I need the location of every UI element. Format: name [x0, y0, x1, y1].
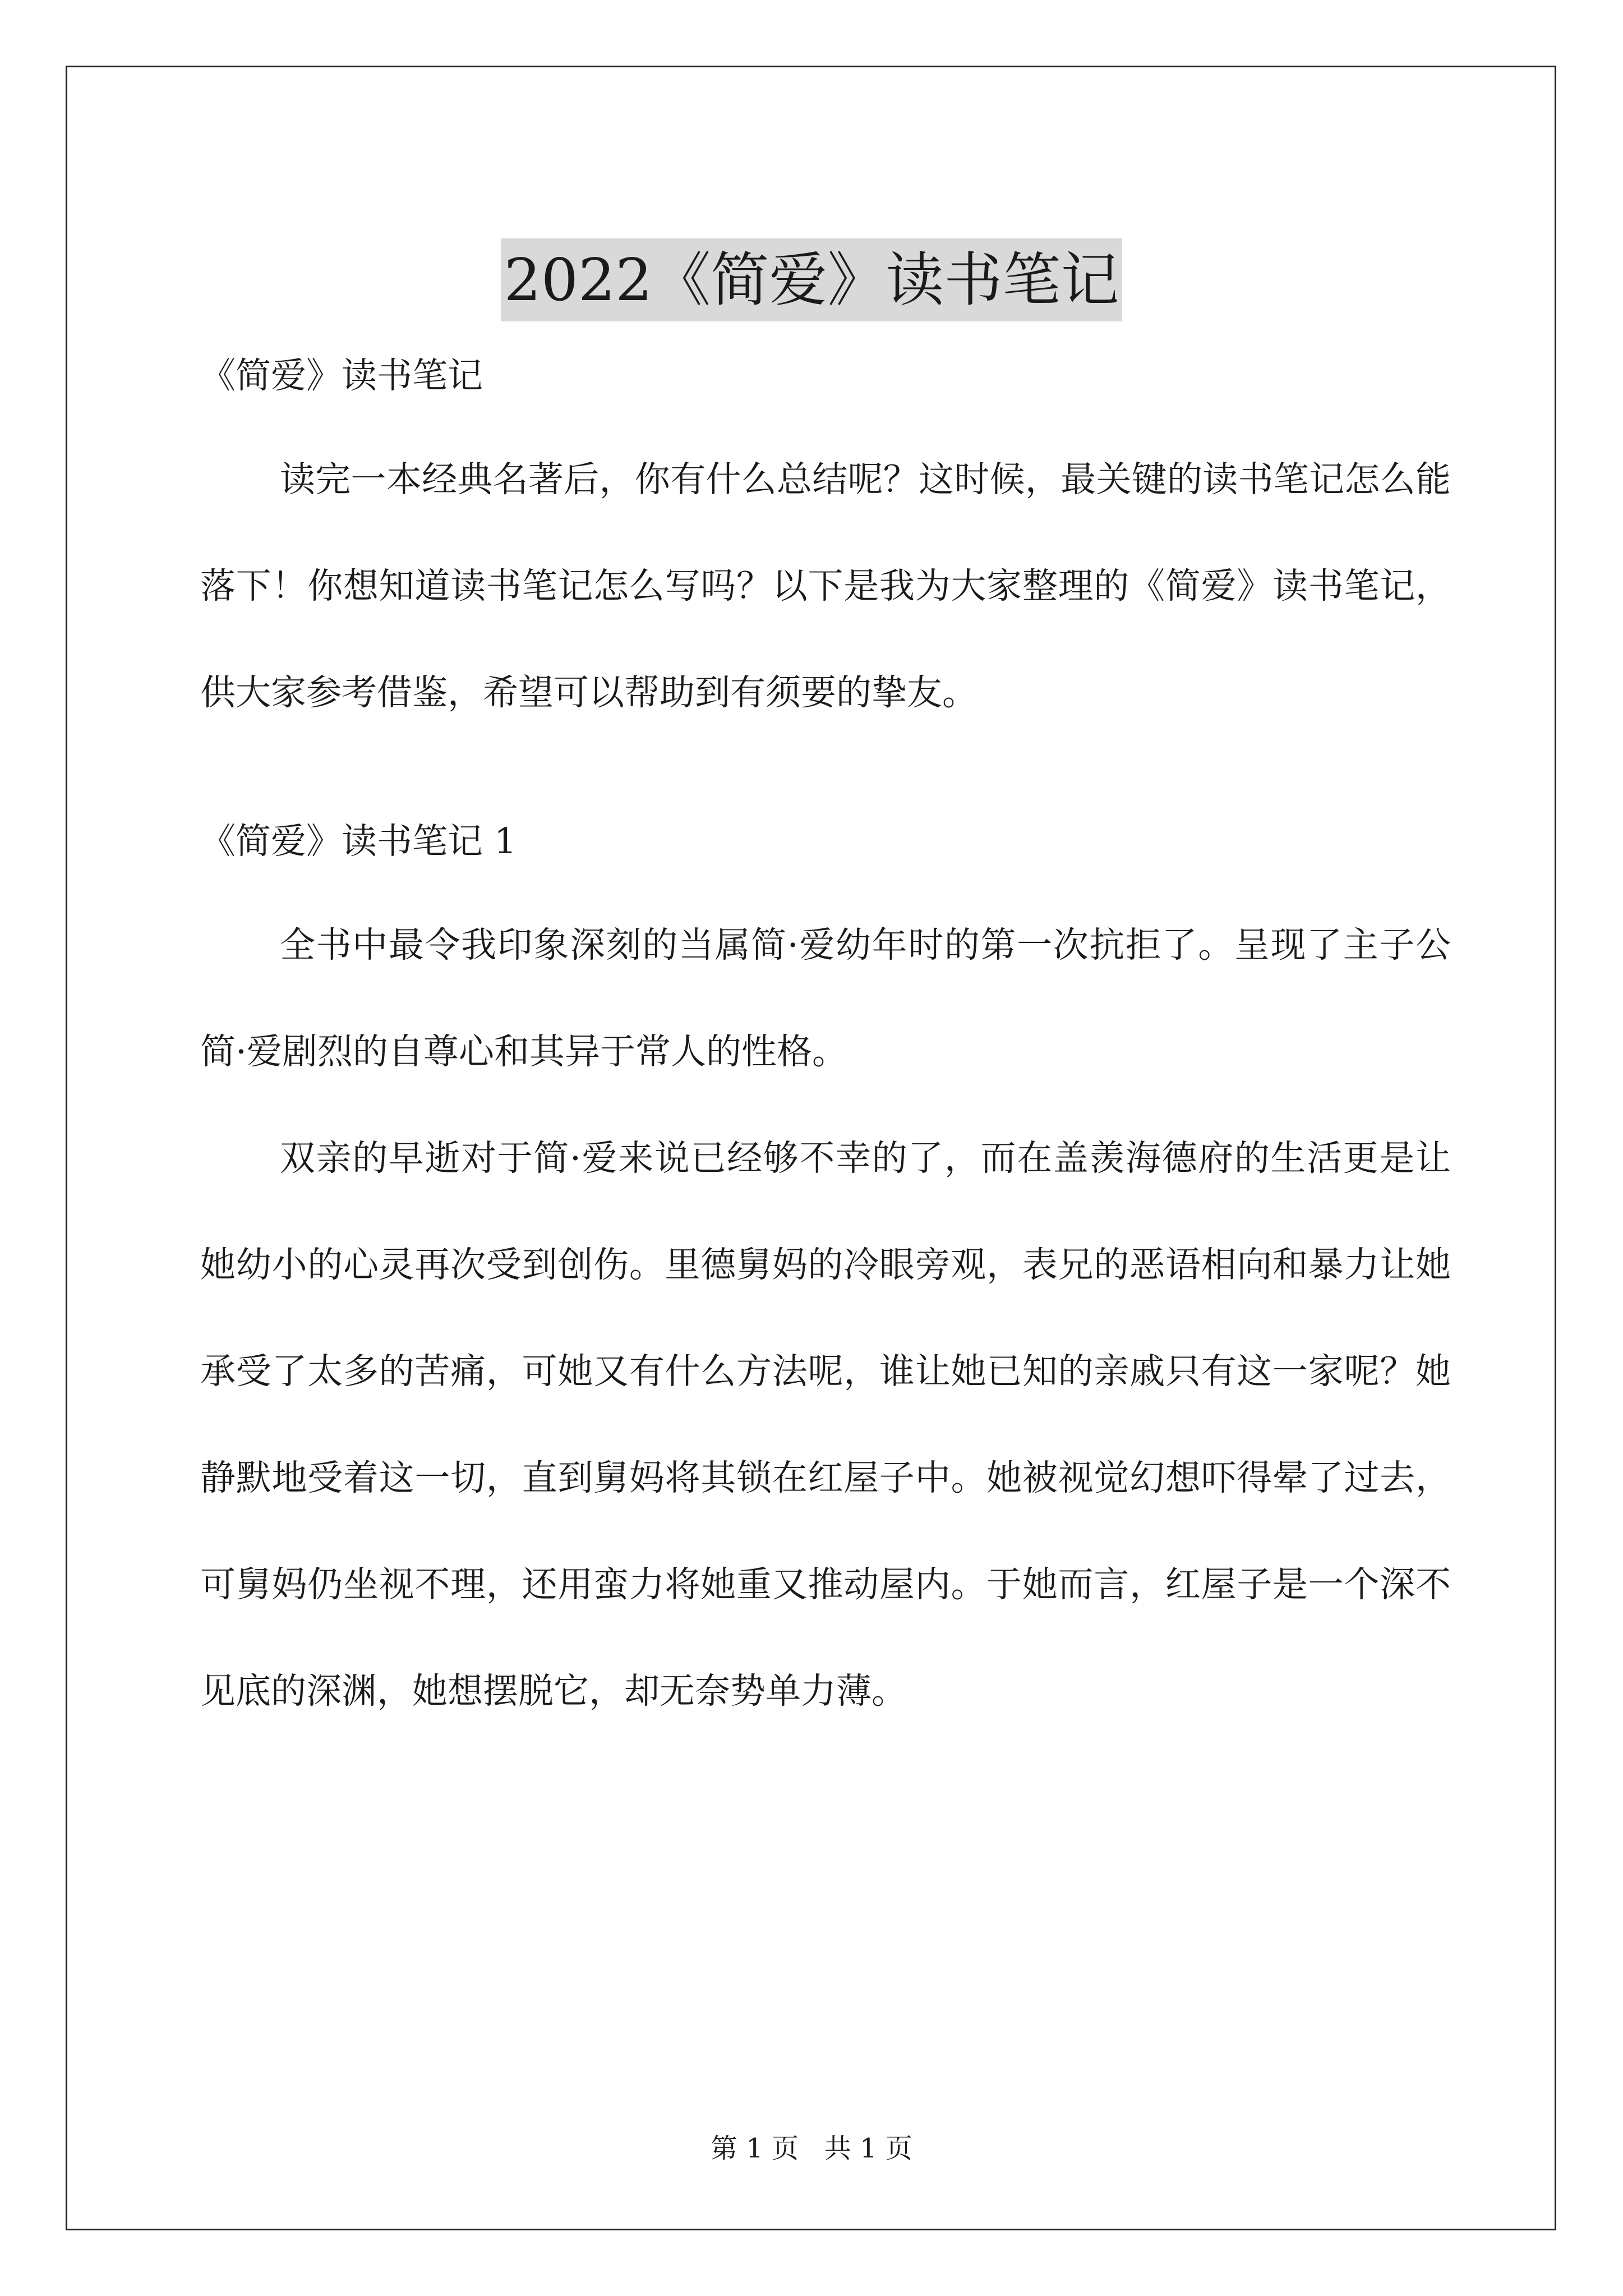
section-1-heading: 《简爱》读书笔记 1	[200, 821, 517, 862]
section-1-paragraph-1: 全书中最令我印象深刻的当属简·爱幼年时的第一次抗拒了。呈现了主子公简·爱剧烈的自尊心和其异于常人的性格。	[200, 924, 1451, 1072]
document-body	[200, 348, 1451, 1745]
section-1-paragraph-2: 双亲的早逝对于简·爱来说已经够不幸的了，而在盖羡海德府的生活更是让她幼小的心灵再次受到创伤。里德舅妈的冷眼旁观，表兄的恶语相向和暴力让她承受了太多的苦痛，可她又有什么方法呢，谁让她已知的亲戚只有这一家呢？她静默地受着这一切，直到舅妈将其锁在红屋子中。她被视觉幻想吓得晕了过去，可舅妈仍坐视不理，还用蛮力将她重又推动屋内。于她而言，红屋子是一个深不见底的深渊，她想摆脱它，却无奈势单力薄。	[200, 1138, 1451, 1711]
intro-paragraph: 读完一本经典名著后，你有什么总结呢？这时候，最关键的读书笔记怎么能落下！你想知道读书笔记怎么写吗？以下是我为大家整理的《简爱》读书笔记，供大家参考借鉴，希望可以帮助到有须要的挚友。	[200, 459, 1451, 713]
document-title: 2022《简爱》读书笔记	[501, 238, 1123, 321]
title-container	[0, 199, 1623, 360]
intro-heading: 《简爱》读书笔记	[200, 355, 483, 396]
page-footer: 第 1 页 共 1 页	[711, 2133, 912, 2164]
